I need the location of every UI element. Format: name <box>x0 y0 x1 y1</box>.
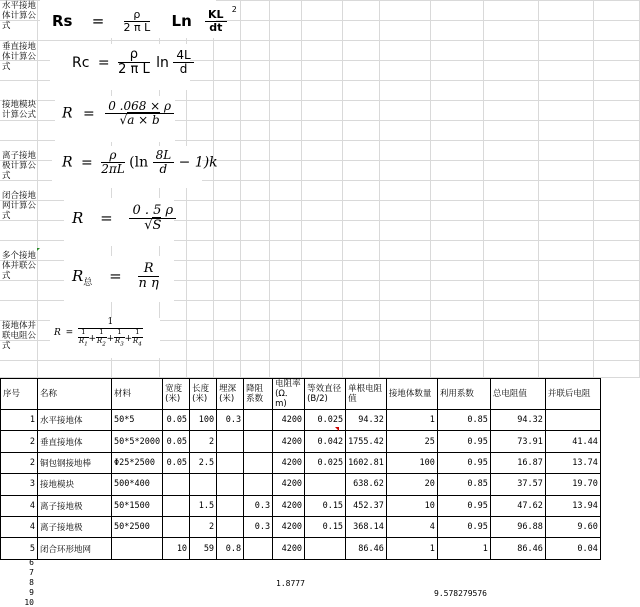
table-cell[interactable]: 0.05 <box>163 410 190 431</box>
formula-lhs: R <box>62 154 73 171</box>
row-number: 8 <box>29 578 34 587</box>
formula-fraction: $\frac{\rho}{2\pi L}$ <box>101 148 125 177</box>
table-cell[interactable]: 73.91 <box>490 431 545 452</box>
table-cell[interactable] <box>244 474 273 495</box>
table-cell[interactable]: 0.95 <box>437 431 490 452</box>
table-cell[interactable]: 4200 <box>273 410 305 431</box>
table-cell[interactable]: 垂直接地体 <box>38 431 112 452</box>
table-cell[interactable]: 0.85 <box>437 474 490 495</box>
table-cell[interactable]: 1 <box>1 410 38 431</box>
table-header-cell: 并联后电阻 <box>545 379 600 410</box>
label-parallel-formula: 多个接地体并联公式 <box>2 251 37 281</box>
table-cell[interactable] <box>163 495 190 516</box>
table-row <box>1 516 601 537</box>
formula-inner-fraction: $\frac{4L}{d}$ <box>173 49 193 76</box>
table-cell[interactable]: 37.57 <box>490 474 545 495</box>
table-cell[interactable]: 0.15 <box>305 495 346 516</box>
table-cell[interactable] <box>305 474 346 495</box>
table-row <box>1 474 601 495</box>
grid-col-line <box>240 0 241 378</box>
table-cell[interactable] <box>163 474 190 495</box>
formula-parallel-resistance <box>54 318 143 347</box>
formula-fn: ln <box>156 54 169 71</box>
formula-fraction: $\frac{\rho}{\text{2 π L}}$ <box>118 47 150 78</box>
label-horizontal-formula: 水平接地体计算公式 <box>2 1 37 31</box>
table-cell[interactable] <box>244 452 273 473</box>
table-cell[interactable] <box>244 431 273 452</box>
formula-lhs: R <box>72 266 84 285</box>
grid-col-line <box>430 0 431 378</box>
table-cell[interactable] <box>244 538 273 559</box>
formula-lhs: Rs <box>52 12 73 30</box>
formula-eq: = <box>100 208 113 227</box>
label-parallel-resistance-formula: 接地体并联电阻公式 <box>2 321 37 351</box>
table-cell[interactable]: 13.94 <box>545 495 600 516</box>
table-cell[interactable]: 50*5*2000 <box>112 431 163 452</box>
formula-eq: = <box>65 328 74 339</box>
label-vertical-formula: 垂直接地体计算公式 <box>2 42 37 72</box>
formula-fraction: $\frac{\rho}{\text{2 π L}}$ <box>123 7 151 34</box>
grid-col-line <box>342 0 343 378</box>
row-number: 10 <box>24 598 34 607</box>
table-header-cell: 埋深(米) <box>217 379 244 410</box>
formula-exponent: 2 <box>231 5 237 14</box>
formula-lhs: R <box>54 328 61 339</box>
table-cell[interactable]: 0.3 <box>244 495 273 516</box>
table-header-cell: 等效直径(B/2) <box>305 379 346 410</box>
table-cell[interactable]: 4200 <box>273 516 305 537</box>
table-cell[interactable]: 59 <box>190 538 217 559</box>
table-cell[interactable]: 铜包钢接地棒 <box>38 452 112 473</box>
table-cell[interactable]: 4200 <box>273 431 305 452</box>
table-cell[interactable]: 4 <box>1 516 38 537</box>
formula-horizontal <box>52 5 237 34</box>
table-cell[interactable] <box>545 410 600 431</box>
table-cell[interactable]: 41.44 <box>545 431 600 452</box>
table-cell[interactable]: 2 <box>190 516 217 537</box>
table-cell[interactable]: 水平接地体 <box>38 410 112 431</box>
formula-eq: = <box>91 12 105 30</box>
formula-fraction: $\frac{0 . 5 \rho}{√S}$ <box>129 204 176 234</box>
grid-col-line <box>483 0 484 378</box>
grid-col-line <box>379 0 380 378</box>
value-row9: 9.578279576 <box>434 589 487 598</box>
formula-lhs: R <box>72 208 84 227</box>
formula-fraction: $\frac{0 .068 \times \rho}{√a \times b}$ <box>105 100 174 127</box>
table-cell[interactable]: 4 <box>386 516 437 537</box>
table-cell[interactable]: 13.74 <box>545 452 600 473</box>
table-cell[interactable] <box>305 538 346 559</box>
formula-parallel <box>72 262 159 292</box>
formula-fn: Ln <box>171 12 192 30</box>
table-cell[interactable]: 2 <box>1 452 38 473</box>
table-cell[interactable]: 50*5 <box>112 410 163 431</box>
table-row <box>1 452 601 473</box>
grid-col-line <box>213 0 214 378</box>
table-cell[interactable]: 0.04 <box>545 538 600 559</box>
table-cell[interactable]: 0.95 <box>437 452 490 473</box>
table-row <box>1 410 601 431</box>
table-cell[interactable]: 4200 <box>273 452 305 473</box>
table-cell[interactable]: Φ25*2500 <box>112 452 163 473</box>
cell-comment-marker-red <box>335 427 339 431</box>
value-row8: 1.8777 <box>276 579 305 588</box>
table-cell[interactable]: 2 <box>1 431 38 452</box>
formula-eq: = <box>97 54 110 71</box>
formula-fraction: 1 $\frac{1}{R_1}$ + $\frac{1}{R_2}$ + $\frac{1}{R_3}$ + $\frac{1}{R_4}$ <box>78 317 142 347</box>
table-header-cell: 利用系数 <box>437 379 490 410</box>
table-cell[interactable]: 2 <box>190 431 217 452</box>
table-cell[interactable] <box>190 474 217 495</box>
row-number: 9 <box>29 588 34 597</box>
table-cell[interactable]: 0.05 <box>163 431 190 452</box>
table-cell[interactable]: 离子接地极 <box>38 495 112 516</box>
table-cell[interactable]: 0.3 <box>217 410 244 431</box>
table-cell[interactable]: 86.46 <box>490 538 545 559</box>
table-cell[interactable]: 0.8 <box>217 538 244 559</box>
grid-col-line <box>269 0 270 378</box>
table-header-row <box>1 379 601 410</box>
table-cell[interactable] <box>244 410 273 431</box>
table-header-cell: 接地体数量 <box>386 379 437 410</box>
table-cell[interactable]: 368.14 <box>346 516 387 537</box>
table-cell[interactable]: 0.95 <box>437 516 490 537</box>
formula-eq: = <box>81 154 93 171</box>
table-header-cell: 长度(米) <box>190 379 217 410</box>
grid-col-line <box>301 0 302 378</box>
table-cell[interactable]: 1 <box>386 410 437 431</box>
table-cell[interactable]: 4200 <box>273 538 305 559</box>
formula-eq: = <box>83 105 95 122</box>
table-cell[interactable]: 638.62 <box>346 474 387 495</box>
table-cell[interactable]: 10 <box>386 495 437 516</box>
table-header-cell: 材料 <box>112 379 163 410</box>
table-cell[interactable]: 0.15 <box>305 516 346 537</box>
grid-row-line <box>0 360 640 361</box>
table-cell[interactable]: 0.025 <box>305 452 346 473</box>
row-number: 7 <box>29 568 34 577</box>
table-cell[interactable]: 452.37 <box>346 495 387 516</box>
table-cell[interactable]: 0.05 <box>163 452 190 473</box>
table-cell[interactable]: 0.042 <box>305 431 346 452</box>
table-cell[interactable] <box>217 431 244 452</box>
table-cell[interactable] <box>217 452 244 473</box>
table-cell[interactable]: 4 <box>1 495 38 516</box>
table-cell[interactable]: 94.32 <box>490 410 545 431</box>
table-cell[interactable]: 闭合环形地网 <box>38 538 112 559</box>
table-cell[interactable]: 0.3 <box>244 516 273 537</box>
formula-eq: = <box>109 266 122 285</box>
table-cell[interactable]: 3 <box>1 474 38 495</box>
table-header-cell: 总电阻值 <box>490 379 545 410</box>
table-cell[interactable]: 50*1500 <box>112 495 163 516</box>
formula-lhs: R <box>62 105 73 122</box>
table-header-cell: 序号 <box>1 379 38 410</box>
table-cell[interactable]: 20 <box>386 474 437 495</box>
formula-sub: 总 <box>83 277 93 288</box>
table-cell[interactable] <box>112 538 163 559</box>
grid-col-line <box>593 0 594 378</box>
formula-inner-fraction: $\frac{KL}{dt}$ <box>205 9 227 34</box>
formula-vertical <box>72 48 194 78</box>
table-cell[interactable] <box>163 516 190 537</box>
label-ion-formula: 离子接地极计算公式 <box>2 151 37 181</box>
table-cell[interactable]: 1602.81 <box>346 452 387 473</box>
table-cell[interactable]: 10 <box>163 538 190 559</box>
table-cell[interactable]: 50*2500 <box>112 516 163 537</box>
table-cell[interactable]: 1755.42 <box>346 431 387 452</box>
table-cell[interactable]: 19.70 <box>545 474 600 495</box>
table-header-cell: 降阻系数 <box>244 379 273 410</box>
table-cell[interactable]: 96.88 <box>490 516 545 537</box>
row-number: 6 <box>29 558 34 567</box>
grid-row-line <box>0 40 640 41</box>
label-closed-grid-formula: 闭合接地网计算公式 <box>2 191 37 221</box>
table-cell[interactable]: 1.5 <box>190 495 217 516</box>
table-cell[interactable]: 47.62 <box>490 495 545 516</box>
grounding-calc-table <box>0 378 601 560</box>
table-cell[interactable]: 0.95 <box>437 495 490 516</box>
table-cell[interactable]: 1 <box>386 538 437 559</box>
table-cell[interactable]: 离子接地极 <box>38 516 112 537</box>
table-cell[interactable]: 5 <box>1 538 38 559</box>
table-cell[interactable]: 4200 <box>273 495 305 516</box>
table-cell[interactable]: 1 <box>437 538 490 559</box>
table-cell[interactable]: 100 <box>386 452 437 473</box>
table-cell[interactable]: 500*400 <box>112 474 163 495</box>
table-cell[interactable]: 86.46 <box>346 538 387 559</box>
formula-closed-grid <box>72 204 176 234</box>
table-cell[interactable] <box>217 495 244 516</box>
table-header-cell: 电阻率(Ω．m) <box>273 379 305 410</box>
label-module-formula: 接地模块计算公式 <box>2 100 37 120</box>
cell-comment-marker <box>37 248 40 251</box>
table-cell[interactable]: 2.5 <box>190 452 217 473</box>
formula-fraction: $\frac{R}{\text{n η}}$ <box>138 261 159 292</box>
table-cell[interactable]: 0.025 <box>305 410 346 431</box>
formula-module <box>62 100 174 127</box>
formula-lhs: Rc <box>72 54 90 71</box>
table-row <box>1 538 601 559</box>
table-row <box>1 495 601 516</box>
table-header-cell: 宽度(米) <box>163 379 190 410</box>
formula-ion <box>62 149 218 176</box>
table-header-cell: 名称 <box>38 379 112 410</box>
table-cell[interactable]: 接地模块 <box>38 474 112 495</box>
table-cell[interactable]: 100 <box>190 410 217 431</box>
formula-inner-fraction: $\frac{8L}{d}$ <box>153 149 175 176</box>
table-cell[interactable] <box>217 516 244 537</box>
table-row <box>1 431 601 452</box>
table-cell[interactable]: 94.32 <box>346 410 387 431</box>
table-header-cell: 单根电阻值 <box>346 379 387 410</box>
table-cell[interactable]: 25 <box>386 431 437 452</box>
table-cell[interactable]: 9.60 <box>545 516 600 537</box>
formula-ln: (ln <box>129 154 149 171</box>
grid-col-line <box>538 0 539 378</box>
table-cell[interactable]: 16.87 <box>490 452 545 473</box>
formula-tail: − 1)k <box>178 154 218 171</box>
table-cell[interactable]: 0.85 <box>437 410 490 431</box>
table-cell[interactable]: 4200 <box>273 474 305 495</box>
table-cell[interactable] <box>217 474 244 495</box>
